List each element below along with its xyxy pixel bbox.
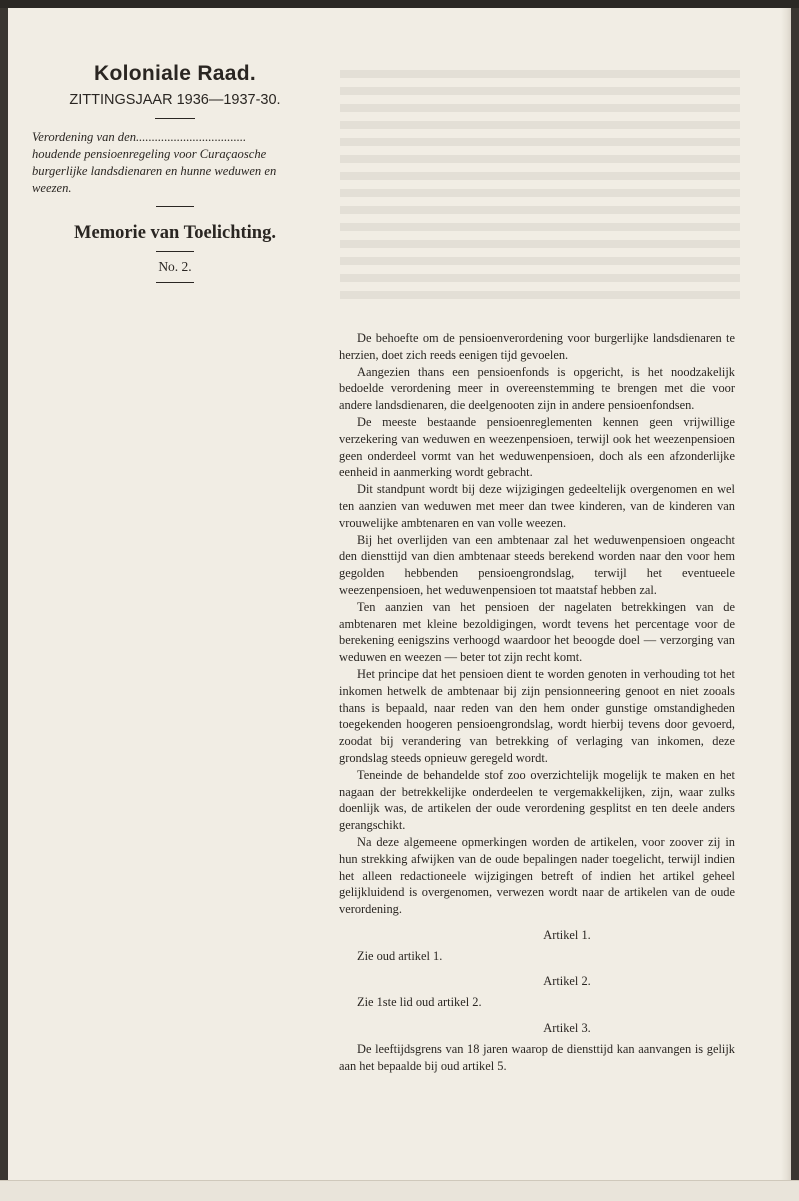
memorie-heading: Memorie van Toelichting. bbox=[74, 223, 276, 243]
ordinance-description: Verordening van den................................... houdende pensioenregeling voor Curaçaosche burgerlijke landsdienaren en hunne weduwen en weezen. bbox=[32, 130, 277, 195]
divider bbox=[156, 251, 194, 252]
paragraph: Bij het overlijden van een ambtenaar zal het weduwenpensioen ongeacht den diensttijd van dien ambtenaar steeds berekend worden naar den voor hem gegolden hebbenden pensioengrondslag, terwijl het eventueele weezenpensioen, het weduwenpensioen tot maatstaf hebben zal. bbox=[339, 532, 735, 597]
paragraph: De meeste bestaande pensioenreglementen kennen geen vrijwillige verzekering van weduwen en weezenpensioen, terwijl ook het weezenpensioen geen onderdeel vormt van het weduwenpensioen, doch als een afzonderlijke eenheid in aanmerking wordt gebracht. bbox=[339, 414, 735, 480]
scan-border bbox=[0, 0, 799, 8]
divider bbox=[156, 206, 194, 207]
document-number: No. 2. bbox=[158, 259, 192, 274]
session-year: ZITTINGSJAAR 1936—1937-30. bbox=[69, 92, 281, 108]
paragraph: Het principe dat het pensioen dient te worden genoten in verhouding tot het inkomen hetwelk de ambtenaar bij zijn pensionneering genoot en niet zooals thans is bepaald, naar reden van den hem onder gunstige omstandigheden toegekenden hoogeren pensioengrondslag, wordt hierbij tevens door gevoerd, zoodat bij verandering van betrekking of verlaging van inkomen, deze grondslag steeds opnieuw geregeld wordt. bbox=[339, 666, 735, 765]
paragraph: Na deze algemeene opmerkingen worden de artikelen, voor zoover zij in hun strekking afwijken van de oude bepalingen nader toegelicht, terwijl indien het alleen redactioneele wijzigingen betreft of indien het artikel geheel gelijkluidend is overgenomen, verwezen wordt naar de artikelen van de oude verordening. bbox=[339, 834, 735, 917]
paragraph: Dit standpunt wordt bij deze wijzigingen gedeeltelijk overgenomen en wel ten aanzien van weduwen met meer dan twee kinderen, van de kinderen van vrouwelijke ambtenaren en van volle weezen. bbox=[339, 482, 735, 530]
paragraph: De behoefte om de pensioenverordening voor burgerlijke landsdienaren te herzien, doet zich reeds eenigen tijd gevoelen. bbox=[339, 331, 735, 362]
article-text: Zie 1ste lid oud artikel 2. bbox=[357, 995, 482, 1010]
bleed-through-text bbox=[340, 70, 740, 300]
page-edge bbox=[781, 8, 791, 1180]
paragraph: Teneinde de behandelde stof zoo overzichtelijk mogelijk te maken en het nagaan der betrekkelijke onderdeelen te vergemakkelijken, zijn, waar zulks doenlijk was, de artikelen der oude verordening gesplitst en ten deele anders gerangschikt. bbox=[339, 767, 735, 833]
divider bbox=[155, 118, 195, 119]
divider bbox=[156, 282, 194, 283]
explanatory-text bbox=[339, 330, 735, 1074]
article-text: De leeftijdsgrens van 18 jaren waarop de diensttijd kan aanvangen is gelijk aan het bepaalde bij oud artikel 5. bbox=[339, 1041, 735, 1073]
scan-bottom-edge bbox=[0, 1180, 799, 1201]
article-heading: Artikel 2. bbox=[543, 974, 591, 989]
council-title: Koloniale Raad. bbox=[93, 62, 257, 85]
article-heading: Artikel 3. bbox=[543, 1021, 591, 1036]
article-text: Zie oud artikel 1. bbox=[357, 948, 443, 963]
paragraph: Ten aanzien van het pensioen der nagelaten betrekkingen van de ambtenaren met kleine bezoldigingen, wordt tevens het percentage voor de berekening eenigszins verhoogd waardoor het beoogde doel — verzorging van weduwen en weezen — beter tot zijn recht komt. bbox=[339, 599, 735, 665]
article-heading: Artikel 1. bbox=[543, 927, 591, 942]
paragraph: Aangezien thans een pensioenfonds is opgericht, is het noodzakelijk bedoelde verordening meer in overeenstemming te brengen met die voor andere landsdienaren, die deelgenooten zijn in andere pensioenfondsen. bbox=[339, 364, 735, 413]
document-header bbox=[32, 60, 310, 283]
